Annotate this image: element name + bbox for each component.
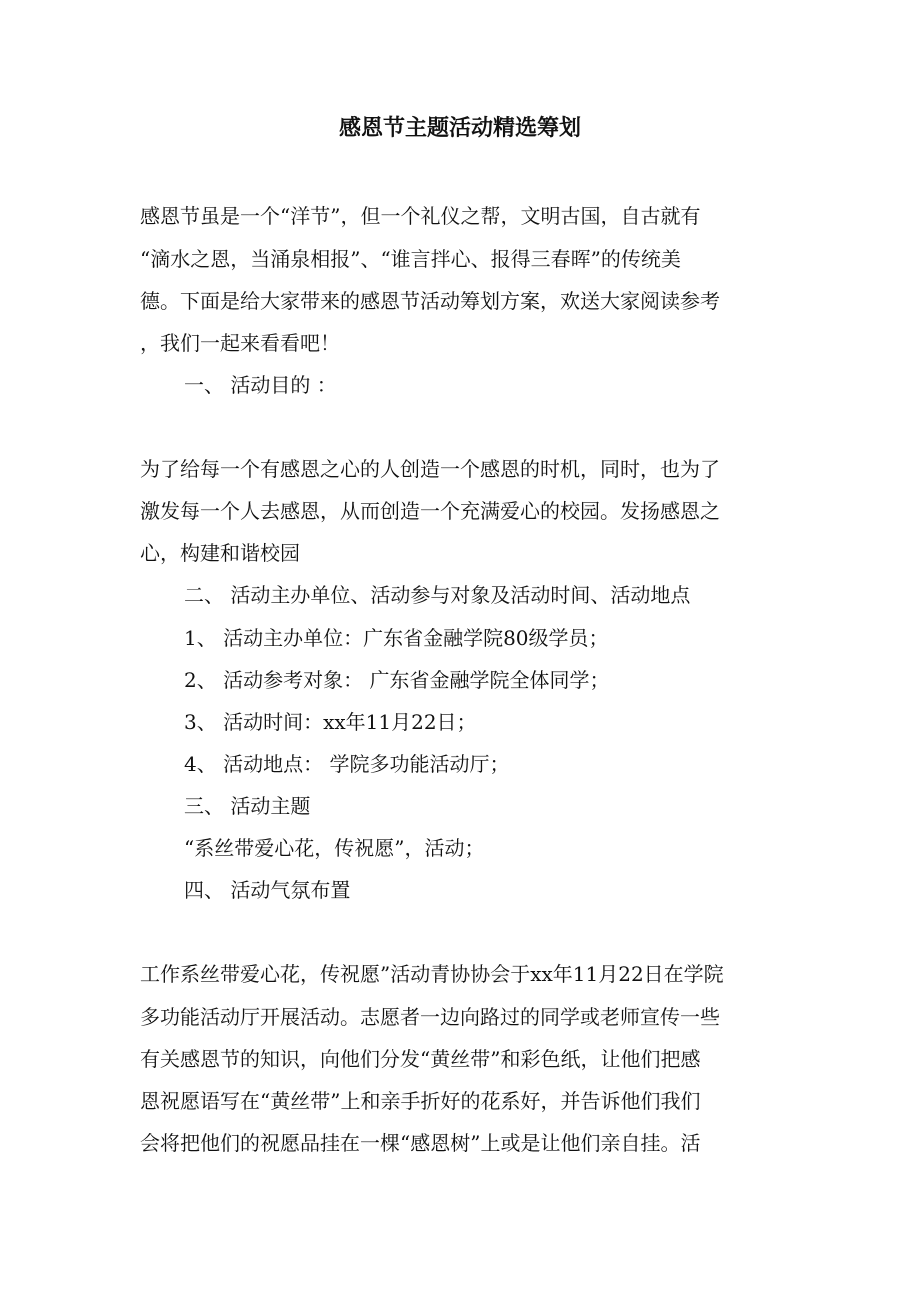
purpose-line-2: 激发每一个人去感恩，从而创造一个充满爱心的校园。发扬感恩之 bbox=[140, 499, 720, 523]
list-item-1: 1、 活动主办单位：广东省金融学院80级学员； bbox=[184, 626, 609, 650]
list-item-2: 2、 活动参考对象： 广东省金融学院全体同学； bbox=[184, 668, 610, 692]
section-heading-1: 一、 活动目的 ： bbox=[184, 373, 337, 397]
body-line-3: 有关感恩节的知识，向他们分发“黄丝带”和彩色纸，让他们把感 bbox=[140, 1047, 701, 1071]
list-item-4: 4、 活动地点： 学院多功能活动厅； bbox=[184, 752, 510, 776]
section-heading-3: 三、 活动主题 bbox=[184, 794, 311, 818]
list-item-3: 3、 活动时间：xx年11月22日； bbox=[184, 710, 477, 734]
intro-line-1: 感恩节虽是一个“洋节”，但一个礼仪之帮，文明古国，自古就有 bbox=[140, 204, 701, 228]
section-heading-2: 二、 活动主办单位、活动参与对象及活动时间、活动地点 bbox=[184, 583, 691, 607]
body-line-1: 工作系丝带爱心花，传祝愿”活动青协协会于xx年11月22日在学院 bbox=[140, 962, 724, 986]
theme-line: “系丝带爱心花，传祝愿”，活动； bbox=[184, 836, 485, 860]
section-heading-4: 四、 活动气氛布置 bbox=[184, 878, 351, 902]
document-title: 感恩节主题活动精选筹划 bbox=[338, 115, 581, 141]
intro-line-4: ，我们一起来看看吧！ bbox=[140, 331, 340, 355]
intro-line-2: “滴水之恩，当涌泉相报”、“谁言拌心、报得三春晖”的传统美 bbox=[140, 247, 681, 271]
purpose-line-3: 心，构建和谐校园 bbox=[140, 541, 300, 565]
body-line-5: 会将把他们的祝愿品挂在一棵“感恩树”上或是让他们亲自挂。活 bbox=[140, 1131, 701, 1155]
intro-line-3: 德。下面是给大家带来的感恩节活动筹划方案，欢送大家阅读参考 bbox=[140, 289, 720, 313]
body-line-2: 多功能活动厅开展活动。志愿者一边向路过的同学或老师宣传一些 bbox=[140, 1005, 720, 1029]
body-line-4: 恩祝愿语写在“黄丝带”上和亲手折好的花系好，并告诉他们我们 bbox=[140, 1089, 701, 1113]
purpose-line-1: 为了给每一个有感恩之心的人创造一个感恩的时机，同时，也为了 bbox=[140, 457, 720, 481]
